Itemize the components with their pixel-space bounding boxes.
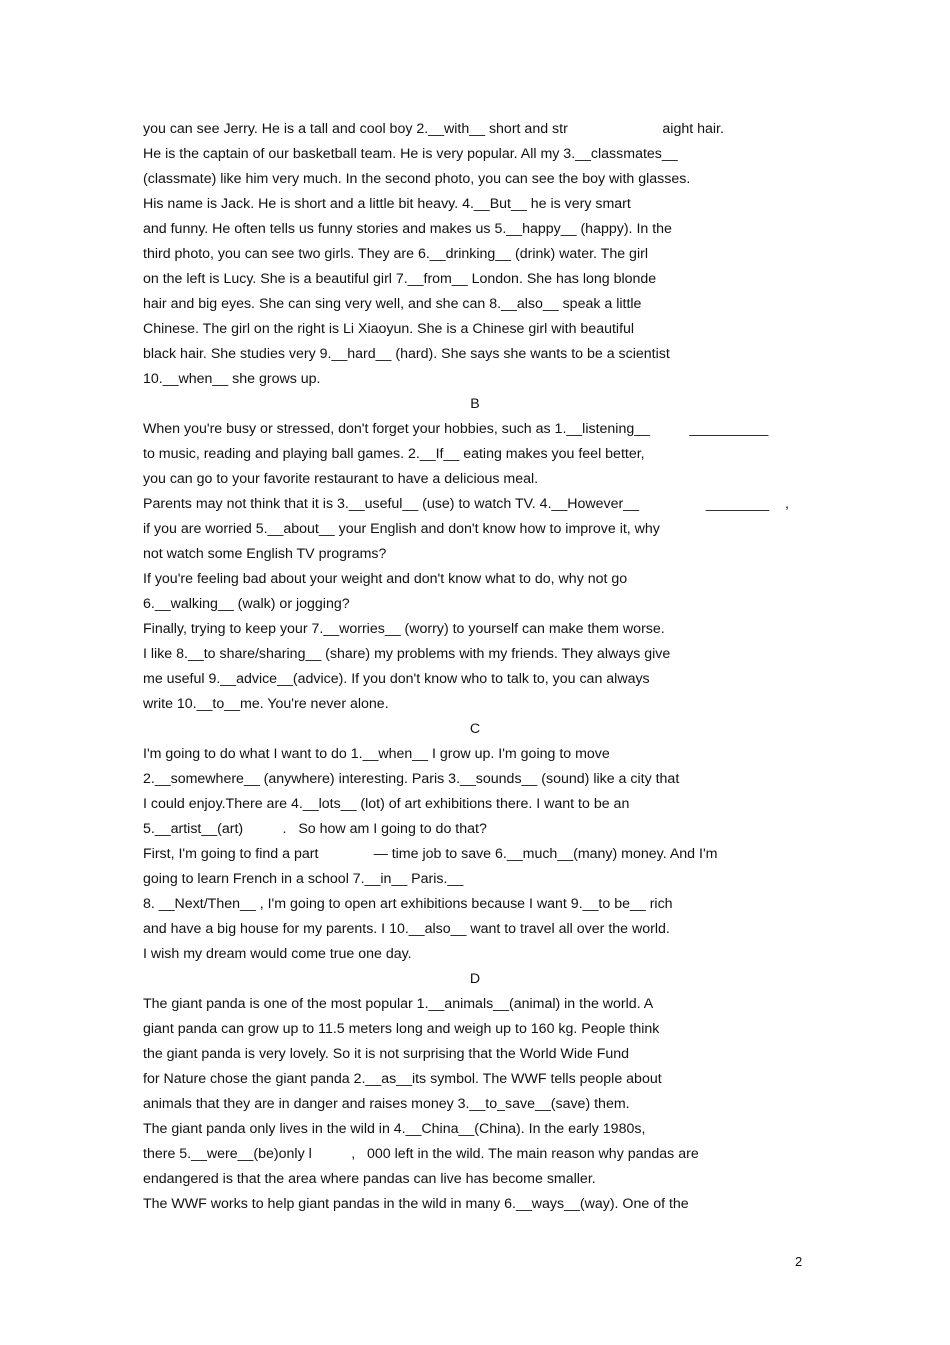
section-d-line-6: The giant panda only lives in the wild in 4.__China__(China). In the early 1980s, xyxy=(143,1121,646,1137)
section-b-line-9: Finally, trying to keep your 7.__worries__ (worry) to yourself can make them worse. xyxy=(143,621,665,637)
section-c-line-5: First, I'm going to find a part — time job to save 6.__much__(many) money. And I'm xyxy=(143,846,718,862)
section-b-line-7: If you're feeling bad about your weight and don't know what to do, why not go xyxy=(143,571,628,587)
section-d-line-3: the giant panda is very lovely. So it is not surprising that the World Wide Fund xyxy=(143,1046,630,1062)
section-c-heading: C xyxy=(469,721,481,737)
section-a-line-7: on the left is Lucy. She is a beautiful girl 7.__from__ London. She has long blonde xyxy=(143,271,657,287)
section-c-line-6: going to learn French in a school 7.__in__ Paris.__ xyxy=(143,871,464,887)
section-c-line-9: I wish my dream would come true one day. xyxy=(143,946,412,962)
section-a-line-5: and funny. He often tells us funny stories and makes us 5.__happy__ (happy). In the xyxy=(143,221,672,237)
section-a-line-11: 10.__when__ she grows up. xyxy=(143,371,321,387)
section-a-line-8: hair and big eyes. She can sing very well, and she can 8.__also__ speak a little xyxy=(143,296,642,312)
section-a-line-10: black hair. She studies very 9.__hard__ (hard). She says she wants to be a scientist xyxy=(143,346,670,362)
section-b-line-3: you can go to your favorite restaurant to have a delicious meal. xyxy=(143,471,539,487)
section-c-line-8: and have a big house for my parents. I 10.__also__ want to travel all over the world. xyxy=(143,921,670,937)
section-a-line-4: His name is Jack. He is short and a little bit heavy. 4.__But__ he is very smart xyxy=(143,196,631,212)
section-c-line-3: I could enjoy.There are 4.__lots__ (lot) of art exhibitions there. I want to be an xyxy=(143,796,630,812)
section-a-line-2: He is the captain of our basketball team. He is very popular. All my 3.__classmates__ xyxy=(143,146,678,162)
page-number: 2 xyxy=(795,1254,803,1269)
section-a-line-9: Chinese. The girl on the right is Li Xiaoyun. She is a Chinese girl with beautiful xyxy=(143,321,635,337)
section-b-line-12: write 10.__to__me. You're never alone. xyxy=(143,696,389,712)
section-c-line-7: 8. __Next/Then__ , I'm going to open art exhibitions because I want 9.__to be__ rich xyxy=(143,896,673,912)
section-d-line-7: there 5.__were__(be)only l , 000 left in the wild. The main reason why pandas are xyxy=(143,1146,699,1162)
section-b-line-10: I like 8.__to share/sharing__ (share) my problems with my friends. They always give xyxy=(143,646,671,662)
section-b-line-6: not watch some English TV programs? xyxy=(143,546,387,562)
section-b-line-11: me useful 9.__advice__(advice). If you don't know who to talk to, you can always xyxy=(143,671,650,687)
section-b-line-5: if you are worried 5.__about__ your English and don't know how to improve it, why xyxy=(143,521,660,537)
section-b-line-8: 6.__walking__ (walk) or jogging? xyxy=(143,596,350,612)
section-c-line-2: 2.__somewhere__ (anywhere) interesting. Paris 3.__sounds__ (sound) like a city that xyxy=(143,771,680,787)
section-d-heading: D xyxy=(469,971,481,987)
section-d-line-5: animals that they are in danger and raises money 3.__to_save__(save) them. xyxy=(143,1096,630,1112)
section-b-line-1: When you're busy or stressed, don't forget your hobbies, such as 1.__listening__ __________ xyxy=(143,421,769,437)
section-d-line-2: giant panda can grow up to 11.5 meters long and weigh up to 160 kg. People think xyxy=(143,1021,660,1037)
section-c-line-4: 5.__artist__(art) . So how am I going to do that? xyxy=(143,821,487,837)
section-d-line-4: for Nature chose the giant panda 2.__as__its symbol. The WWF tells people about xyxy=(143,1071,662,1087)
section-d-line-9: The WWF works to help giant pandas in the wild in many 6.__ways__(way). One of the xyxy=(143,1196,689,1212)
section-b-line-4: Parents may not think that it is 3.__useful__ (use) to watch TV. 4.__However__ ________ , xyxy=(143,496,789,512)
section-a-line-6: third photo, you can see two girls. They are 6.__drinking__ (drink) water. The girl xyxy=(143,246,648,262)
section-d-line-1: The giant panda is one of the most popular 1.__animals__(animal) in the world. A xyxy=(143,996,654,1012)
section-b-line-2: to music, reading and playing ball games. 2.__If__ eating makes you feel better, xyxy=(143,446,645,462)
section-a-line-3: (classmate) like him very much. In the second photo, you can see the boy with glasses. xyxy=(143,171,691,187)
section-a-line-1: you can see Jerry. He is a tall and cool boy 2.__with__ short and str aight hair. xyxy=(143,121,724,137)
section-d-line-8: endangered is that the area where pandas can live has become smaller. xyxy=(143,1171,596,1187)
section-b-heading: B xyxy=(470,396,480,412)
section-c-line-1: I'm going to do what I want to do 1.__when__ I grow up. I'm going to move xyxy=(143,746,610,762)
